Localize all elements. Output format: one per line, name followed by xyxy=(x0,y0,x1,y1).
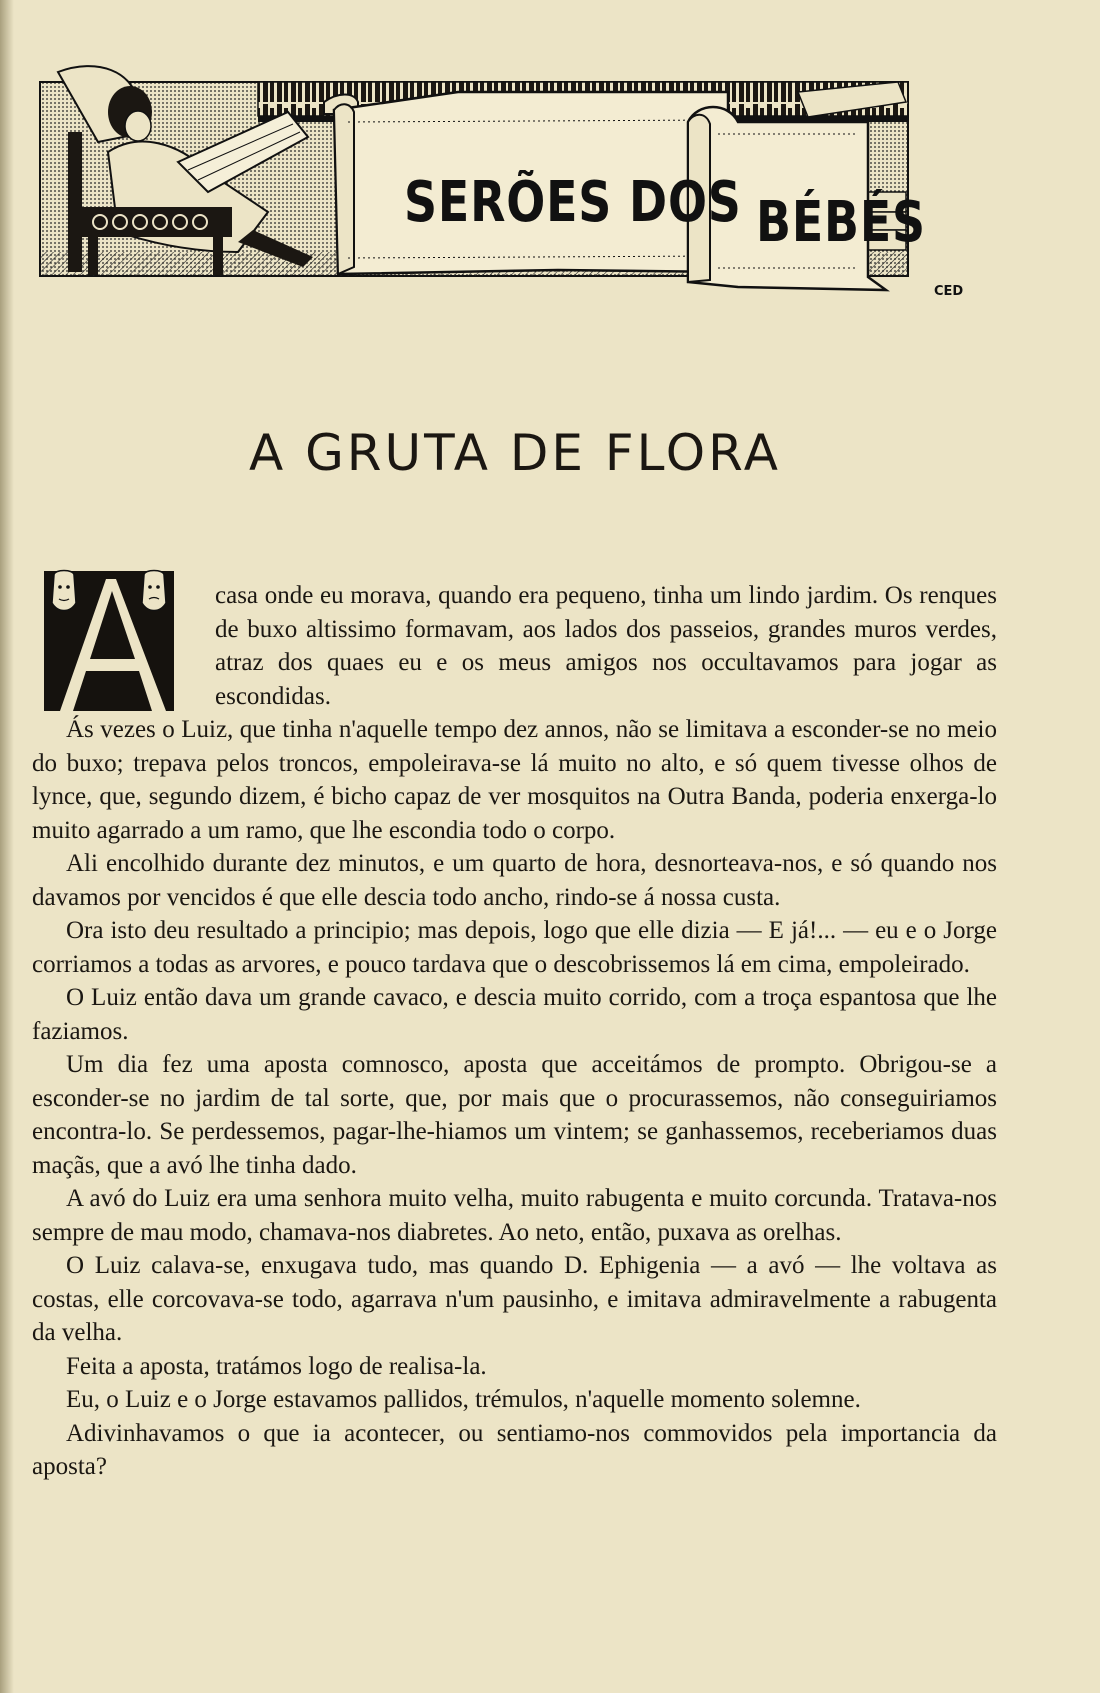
drop-cap-space xyxy=(32,573,215,713)
paragraph: O Luiz então dava um grande cavaco, e descia muito corrido, com a troça espantosa que lhe faziamos. xyxy=(32,984,997,1045)
paragraph: Um dia fez uma aposta comnosco, aposta que acceitámos de prompto. Obrigou-se a esconder-se no jardim de tal sorte, que, por mais que o procurassemos, não conseguiriamos encontra-lo. Se perdessemos, pagar-lhe-hiamos um vintem; se ganhassemos, receberiamos duas maçãs, que a avó lhe tinha dado. xyxy=(32,1051,997,1179)
article-title: A GRUTA DE FLORA xyxy=(248,424,782,482)
paragraph: A avó do Luiz era uma senhora muito velha, muito rabugenta e muito corcunda. Tratava-nos sempre de mau modo, chamava-nos diabretes. Ao neto, então, puxava as orelhas. xyxy=(32,1185,997,1246)
masthead-illustration xyxy=(38,62,980,312)
artist-signature: CED xyxy=(934,284,964,299)
masthead-title-line2: BÉBÉS xyxy=(756,190,926,255)
page-edge-shadow xyxy=(0,0,14,1693)
paragraph: Feita a aposta, tratámos logo de realisa-la. xyxy=(66,1352,487,1380)
paragraph: casa onde eu morava, quando era pequeno, tinha um lindo jardim. Os renques de buxo altissimo formavam, aos lados dos passeios, grandes muros verdes, atraz dos quaes eu e os meus amigos nos occultavamos para jogar as escondidas. xyxy=(32,579,997,713)
paragraph: Ali encolhido durante dez minutos, e um quarto de hora, desnorteava-nos, e só quando nos davamos por vencidos é que elle descia todo ancho, rindo-se á nossa custa. xyxy=(32,850,997,911)
masthead-title-line1: SERÕES DOS xyxy=(404,170,742,235)
paragraph: Adivinhavamos o que ia acontecer, ou sentiamo-nos commovidos pela importancia da aposta? xyxy=(32,1419,997,1480)
paragraph: Eu, o Luiz e o Jorge estavamos pallidos, trémulos, n'aquelle momento solemne. xyxy=(66,1386,861,1413)
paragraph: O Luiz calava-se, enxugava tudo, mas quando D. Ephigenia — a avó — lhe voltava as costas, elle corcovava-se todo, agarrava n'um pausinho, e imitava admiravelmente a rabugenta da velha. xyxy=(32,1252,997,1346)
paragraph: Ás vezes o Luiz, que tinha n'aquelle tempo dez annos, não se limitava a esconder-se no meio do buxo; trepava pelos troncos, empoleirava-se lá muito no alto, e só quem tivesse olhos de lynce, que, segundo dizem, é bicho capaz de ver mosquitos na Outra Banda, poderia enxerga-lo muito agarrado a um ramo, que lhe escondia todo o corpo. xyxy=(32,716,997,844)
paragraph: Ora isto deu resultado a principio; mas depois, logo que elle dizia — E já!... — eu e o Jorge corriamos a todas as arvores, e pouco tardava que o descobrissemos lá em cima, empoleirado. xyxy=(32,917,997,978)
article-body xyxy=(32,579,997,1484)
